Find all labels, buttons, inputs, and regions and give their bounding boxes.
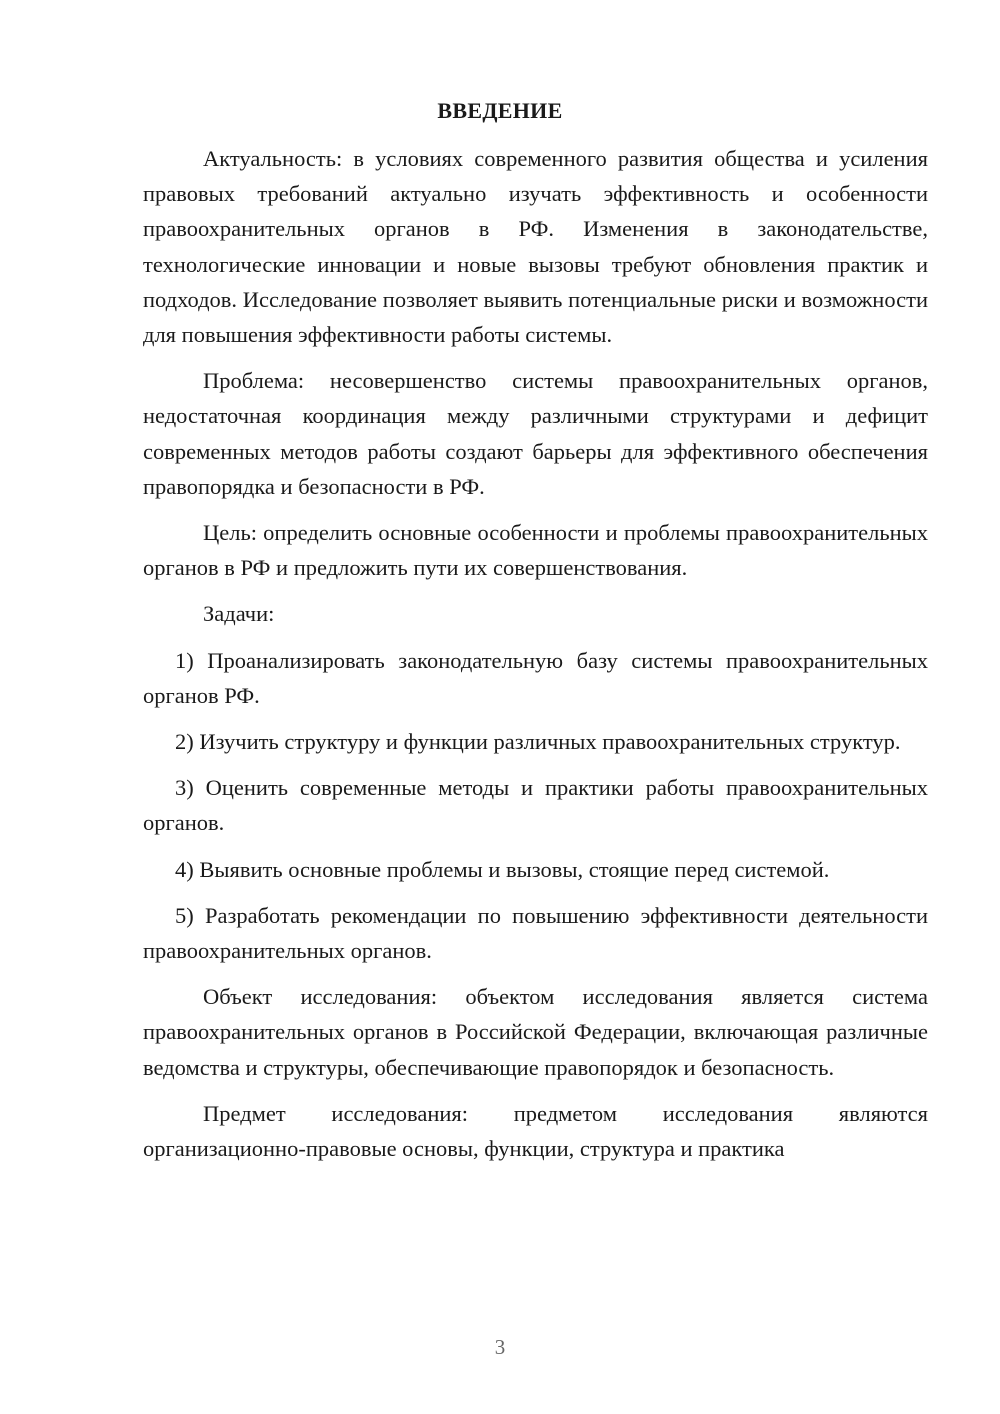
tasks-heading: Задачи: xyxy=(203,601,275,627)
page-title: ВВЕДЕНИЕ xyxy=(437,98,563,123)
subject-paragraph: Предмет исследования: предметом исследования являются организационно-правовые основы, функции, структура и практика xyxy=(143,1100,928,1162)
task-item-4: 4) Выявить основные проблемы и вызовы, стоящие перед системой. xyxy=(175,856,830,882)
relevance-paragraph: Актуальность: в условиях современного развития общества и усиления правовых требований актуально изучать эффективность и особенности правоохранительных органов в РФ. Изменения в законодательстве, технологические инновации и новые вызовы требуют обновления практик и подходов. Исследование позволяет выявить потенциальные риски и возможности для повышения эффективности работы системы. xyxy=(143,146,928,348)
task-item-3: 3) Оценить современные методы и практики работы правоохранительных органов. xyxy=(143,775,928,836)
goal-paragraph: Цель: определить основные особенности и проблемы правоохранительных органов в РФ и предложить пути их совершенствования. xyxy=(143,520,928,581)
page-number: 3 xyxy=(494,1335,506,1359)
task-item-5: 5) Разработать рекомендации по повышению эффективности деятельности правоохранительных органов. xyxy=(143,902,928,964)
object-paragraph: Объект исследования: объектом исследования является система правоохранительных органов в Российской Федерации, включающая различные ведомства и структуры, обеспечивающие правопорядок и безопасность. xyxy=(143,984,928,1080)
document-body xyxy=(143,141,928,1177)
problem-paragraph: Проблема: несовершенство системы правоохранительных органов, недостаточная координация между различными структурами и дефицит современных методов работы создают барьеры для эффективного обеспечения правопорядка и безопасности в РФ. xyxy=(143,368,928,499)
task-item-2: 2) Изучить структуру и функции различных правоохранительных структур. xyxy=(175,729,901,755)
task-item-1: 1) Проанализировать законодательную базу системы правоохранительных органов РФ. xyxy=(143,647,928,708)
